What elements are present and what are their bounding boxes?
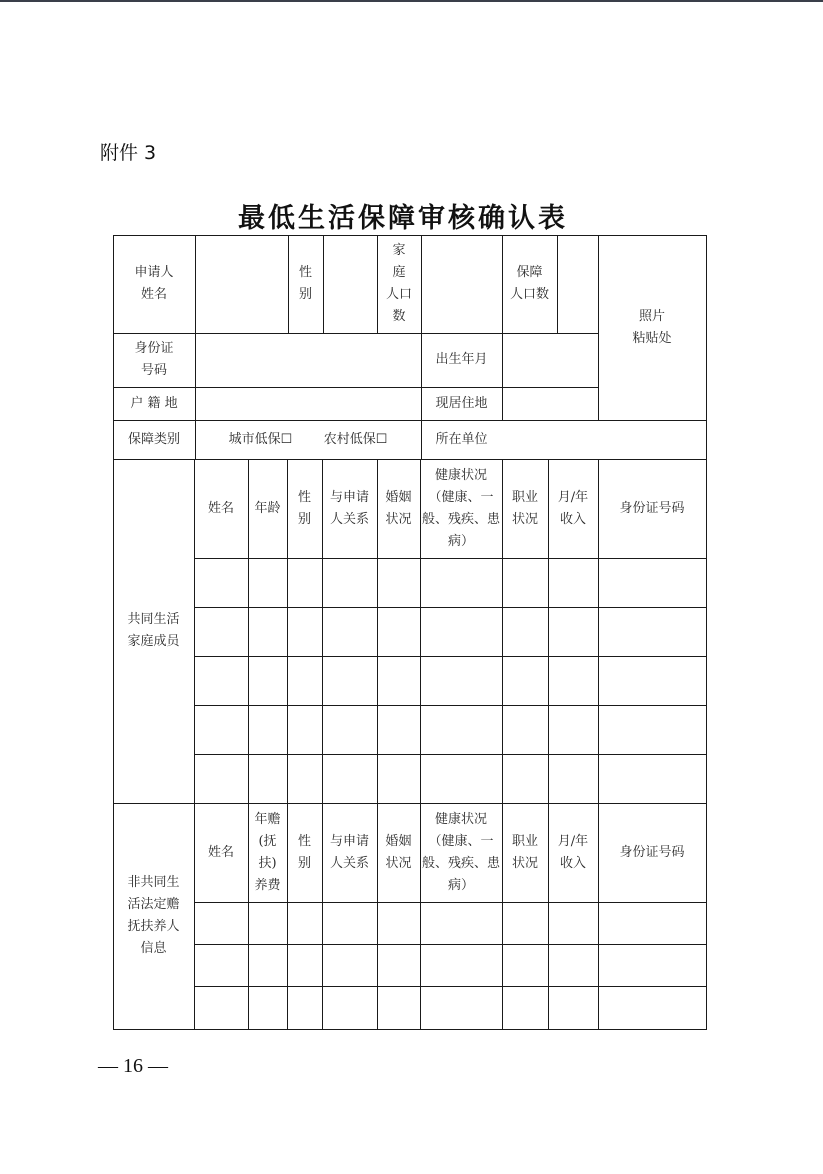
residence-field[interactable]	[502, 387, 598, 420]
household-size-label-line: 庭	[392, 265, 406, 280]
household-size-label-line: 数	[392, 309, 406, 324]
supporter-header-col-7	[502, 803, 548, 902]
household-header-col-3-text	[298, 487, 311, 531]
household-members-section-label-line: 家庭成员	[127, 634, 180, 649]
supporter-row-2-cell-5[interactable]	[377, 944, 420, 986]
household-member-row-4-cell-7[interactable]	[502, 705, 548, 754]
page-title: 最低生活保障审核确认表	[238, 203, 568, 234]
birth-date-label-line: 出生年月	[435, 352, 488, 367]
supporter-row-2-cell-7[interactable]	[502, 944, 548, 986]
household-header-col-6	[420, 459, 502, 558]
household-header-col-9-line: 身份证号码	[619, 500, 685, 516]
id-number-field[interactable]	[195, 333, 421, 387]
supporter-header-col-6	[420, 803, 502, 902]
supporter-header-col-3-line: 别	[297, 855, 311, 871]
household-member-row-1-cell-4[interactable]	[322, 558, 377, 607]
birth-date-label-text	[435, 349, 487, 371]
household-member-row-1-cell-3[interactable]	[287, 558, 322, 607]
household-member-row-4-cell-6[interactable]	[420, 705, 502, 754]
applicant-name-label-line: 申请人	[134, 265, 174, 280]
household-header-col-9	[598, 459, 706, 558]
household-header-col-1-line: 姓名	[207, 500, 234, 516]
household-member-row-1-cell-7[interactable]	[502, 558, 548, 607]
household-member-row-2-cell-4[interactable]	[322, 607, 377, 656]
supporter-header-col-4-line: 与申请	[329, 833, 369, 849]
supporter-header-col-5-line: 状况	[385, 855, 412, 871]
verification-form-table	[113, 235, 707, 1029]
household-header-col-9-text	[619, 498, 684, 520]
household-header-col-3-line: 别	[297, 511, 311, 527]
household-header-col-4-line: 人关系	[329, 511, 369, 527]
category-options	[195, 420, 421, 459]
birth-date-field[interactable]	[502, 333, 598, 387]
supporter-header-col-1-line: 姓名	[207, 844, 234, 860]
gender-label-line: 别	[298, 287, 312, 302]
household-member-row-5-cell-4[interactable]	[322, 754, 377, 803]
photo-placeholder-line: 照片	[638, 308, 665, 324]
household-header-col-2	[248, 459, 287, 558]
supporter-header-col-2	[248, 803, 287, 902]
supporter-row-3-cell-2[interactable]	[248, 986, 287, 1029]
supporter-row-2-cell-8[interactable]	[548, 944, 598, 986]
applicant-name-label-line: 姓名	[140, 287, 167, 302]
household-members-section-label	[113, 459, 194, 803]
household-member-row-2-cell-8[interactable]	[548, 607, 598, 656]
id-number-label-text	[134, 338, 173, 382]
household-member-row-2-cell-5[interactable]	[377, 607, 420, 656]
household-member-row-1-cell-1[interactable]	[194, 558, 248, 607]
supporter-header-col-7-text	[512, 831, 538, 875]
supporters-section-label	[113, 803, 194, 1029]
supporter-header-col-3	[287, 803, 322, 902]
supporter-row-1-cell-6[interactable]	[420, 902, 502, 944]
supporter-row-1-cell-1[interactable]	[194, 902, 248, 944]
household-member-row-1-cell-9[interactable]	[598, 558, 706, 607]
supporter-header-col-2-line: (抚	[258, 833, 277, 849]
household-header-col-2-text	[254, 498, 280, 520]
covered-persons-label	[502, 235, 557, 333]
residence-label-text	[435, 393, 487, 415]
household-header-col-4	[322, 459, 377, 558]
birth-date-label	[421, 333, 502, 387]
household-member-row-5-cell-8[interactable]	[548, 754, 598, 803]
household-header-col-8	[548, 459, 598, 558]
household-member-row-1-cell-8[interactable]	[548, 558, 598, 607]
category-urban-checkbox[interactable]: 城市低保☐	[228, 431, 293, 447]
supporter-row-3-cell-7[interactable]	[502, 986, 548, 1029]
supporter-header-col-2-text	[254, 809, 280, 897]
household-members-section-label-text	[127, 609, 179, 653]
household-member-row-3-cell-1[interactable]	[194, 656, 248, 705]
id-number-label-line: 号码	[140, 363, 167, 378]
household-header-col-7	[502, 459, 548, 558]
household-member-row-2-cell-7[interactable]	[502, 607, 548, 656]
household-member-row-1-cell-6[interactable]	[420, 558, 502, 607]
photo-placeholder	[598, 235, 706, 420]
covered-persons-field[interactable]	[557, 235, 598, 333]
supporter-header-col-6-line: 般、残疾、患	[422, 855, 501, 871]
household-header-col-6-line: 般、残疾、患	[422, 511, 501, 527]
hukou-label-line: 户 籍 地	[130, 395, 178, 411]
employer-label-text	[435, 429, 487, 451]
supporter-header-col-6-line: （健康、一	[428, 833, 494, 849]
category-label-line: 保障类别	[127, 431, 180, 447]
employer-field[interactable]	[502, 420, 706, 459]
id-number-label	[113, 333, 195, 387]
supporter-row-3-cell-3[interactable]	[287, 986, 322, 1029]
supporter-header-col-8-text	[558, 831, 588, 875]
page-number: — 16 —	[98, 1055, 168, 1077]
household-member-row-5-cell-6[interactable]	[420, 754, 502, 803]
household-member-row-3-cell-7[interactable]	[502, 656, 548, 705]
applicant-name-field[interactable]	[195, 235, 288, 333]
supporter-row-1-cell-5[interactable]	[377, 902, 420, 944]
household-member-row-3-cell-2[interactable]	[248, 656, 287, 705]
scan-top-edge	[0, 0, 823, 2]
household-member-row-4-cell-3[interactable]	[287, 705, 322, 754]
residence-label-line: 现居住地	[435, 395, 488, 411]
category-label-text	[128, 429, 180, 451]
applicant-name-label	[113, 235, 195, 333]
household-member-row-4-cell-5[interactable]	[377, 705, 420, 754]
supporter-row-2-cell-3[interactable]	[287, 944, 322, 986]
household-header-col-1-text	[208, 498, 234, 520]
supporter-row-3-cell-5[interactable]	[377, 986, 420, 1029]
household-header-col-7-line: 状况	[511, 511, 538, 527]
household-header-col-3	[287, 459, 322, 558]
attachment-label: 附件 3	[100, 142, 157, 164]
supporter-header-col-4-line: 人关系	[329, 855, 369, 871]
household-member-row-4-cell-4[interactable]	[322, 705, 377, 754]
household-member-row-2-cell-9[interactable]	[598, 607, 706, 656]
gender-field[interactable]	[323, 235, 377, 333]
supporter-header-col-6-line: 健康状况	[434, 811, 487, 827]
supporter-row-1-cell-9[interactable]	[598, 902, 706, 944]
household-members-section-label-line: 共同生活	[127, 612, 180, 627]
supporter-header-col-8-line: 收入	[559, 855, 586, 871]
supporter-header-col-3-line: 性	[297, 833, 311, 849]
supporters-section-label-line: 信息	[140, 941, 167, 956]
supporter-row-3-cell-6[interactable]	[420, 986, 502, 1029]
hukou-field[interactable]	[195, 387, 421, 420]
supporter-row-1-cell-8[interactable]	[548, 902, 598, 944]
supporter-header-col-5	[377, 803, 420, 902]
household-size-label-text	[386, 240, 412, 328]
household-size-field[interactable]	[421, 235, 502, 333]
supporter-header-col-7-line: 状况	[511, 855, 538, 871]
id-number-label-line: 身份证	[134, 341, 174, 356]
supporter-header-col-5-text	[385, 831, 411, 875]
household-header-col-5-text	[385, 487, 411, 531]
household-member-row-2-cell-1[interactable]	[194, 607, 248, 656]
household-header-col-4-text	[330, 487, 369, 531]
supporter-header-col-2-line: 年赡	[254, 811, 281, 827]
supporter-row-2-cell-9[interactable]	[598, 944, 706, 986]
household-header-col-6-line: 病）	[447, 533, 474, 549]
household-header-col-6-text	[422, 465, 500, 553]
supporter-header-col-5-line: 婚姻	[385, 833, 412, 849]
household-member-row-1-cell-5[interactable]	[377, 558, 420, 607]
household-member-row-3-cell-4[interactable]	[322, 656, 377, 705]
supporter-header-col-3-text	[298, 831, 311, 875]
supporter-row-2-cell-1[interactable]	[194, 944, 248, 986]
supporter-row-1-cell-4[interactable]	[322, 902, 377, 944]
supporter-header-col-4-text	[330, 831, 369, 875]
household-member-row-4-cell-2[interactable]	[248, 705, 287, 754]
household-header-col-5-line: 状况	[385, 511, 412, 527]
household-header-col-1	[194, 459, 248, 558]
supporter-header-col-9-line: 身份证号码	[619, 844, 685, 860]
household-header-col-8-text	[558, 487, 588, 531]
supporter-row-3-cell-4[interactable]	[322, 986, 377, 1029]
supporter-row-2-cell-2[interactable]	[248, 944, 287, 986]
supporter-row-1-cell-7[interactable]	[502, 902, 548, 944]
supporter-row-1-cell-3[interactable]	[287, 902, 322, 944]
household-header-col-3-line: 性	[297, 489, 311, 505]
supporter-header-col-6-line: 病）	[447, 877, 474, 893]
hukou-label-text	[130, 393, 177, 415]
household-size-label-line: 家	[392, 243, 406, 258]
covered-persons-label-line: 人口数	[509, 287, 549, 302]
household-member-row-5-cell-5[interactable]	[377, 754, 420, 803]
covered-persons-label-line: 保障	[516, 265, 543, 280]
household-member-row-2-cell-6[interactable]	[420, 607, 502, 656]
employer-label-line: 所在单位	[435, 431, 488, 447]
household-member-row-5-cell-7[interactable]	[502, 754, 548, 803]
household-member-row-4-cell-9[interactable]	[598, 705, 706, 754]
gender-label	[288, 235, 323, 333]
household-member-row-5-cell-1[interactable]	[194, 754, 248, 803]
household-member-row-3-cell-5[interactable]	[377, 656, 420, 705]
household-header-col-5	[377, 459, 420, 558]
household-member-row-2-cell-2[interactable]	[248, 607, 287, 656]
supporter-row-3-cell-1[interactable]	[194, 986, 248, 1029]
household-member-row-5-cell-9[interactable]	[598, 754, 706, 803]
household-member-row-3-cell-9[interactable]	[598, 656, 706, 705]
gender-label-line: 性	[298, 265, 312, 280]
supporter-header-col-8	[548, 803, 598, 902]
household-header-col-6-line: （健康、一	[428, 489, 494, 505]
supporters-section-label-line: 活法定赡	[127, 897, 180, 912]
supporter-header-col-6-text	[422, 809, 500, 897]
supporters-section-label-line: 抚扶养人	[127, 919, 180, 934]
supporter-header-col-9-text	[619, 842, 684, 864]
household-member-row-2-cell-3[interactable]	[287, 607, 322, 656]
household-size-label-line: 人口	[385, 287, 412, 302]
supporter-header-col-1-text	[208, 842, 234, 864]
gender-label-text	[299, 262, 312, 306]
household-member-row-4-cell-1[interactable]	[194, 705, 248, 754]
household-member-row-5-cell-3[interactable]	[287, 754, 322, 803]
supporter-header-col-9	[598, 803, 706, 902]
household-header-col-2-line: 年龄	[254, 500, 281, 516]
supporter-row-3-cell-8[interactable]	[548, 986, 598, 1029]
applicant-name-label-text	[134, 262, 173, 306]
supporter-header-col-7-line: 职业	[511, 833, 538, 849]
residence-label	[421, 387, 502, 420]
table-border-bottom	[113, 1029, 707, 1030]
supporter-row-2-cell-4[interactable]	[322, 944, 377, 986]
photo-placeholder-text	[632, 306, 671, 350]
supporter-row-2-cell-6[interactable]	[420, 944, 502, 986]
table-border-right	[706, 235, 707, 1030]
household-member-row-3-cell-8[interactable]	[548, 656, 598, 705]
household-header-col-5-line: 婚姻	[385, 489, 412, 505]
covered-persons-label-text	[510, 262, 549, 306]
household-member-row-1-cell-2[interactable]	[248, 558, 287, 607]
household-header-col-7-text	[512, 487, 538, 531]
category-label	[113, 420, 195, 459]
supporter-header-col-2-line: 扶)	[258, 855, 277, 871]
photo-placeholder-line: 粘贴处	[632, 330, 672, 346]
supporter-header-col-2-line: 养费	[254, 877, 281, 893]
household-member-row-3-cell-3[interactable]	[287, 656, 322, 705]
household-header-col-4-line: 与申请	[329, 489, 369, 505]
household-header-col-8-line: 月/年	[557, 489, 589, 505]
supporter-row-1-cell-2[interactable]	[248, 902, 287, 944]
household-member-row-3-cell-6[interactable]	[420, 656, 502, 705]
hukou-label	[113, 387, 195, 420]
supporter-row-3-cell-9[interactable]	[598, 986, 706, 1029]
employer-label	[421, 420, 502, 459]
supporters-section-label-text	[127, 872, 179, 960]
category-rural-checkbox[interactable]: 农村低保☐	[323, 431, 388, 447]
household-header-col-6-line: 健康状况	[434, 467, 487, 483]
household-header-col-7-line: 职业	[511, 489, 538, 505]
household-header-col-8-line: 收入	[559, 511, 586, 527]
supporter-header-col-4	[322, 803, 377, 902]
household-size-label	[377, 235, 421, 333]
supporter-header-col-1	[194, 803, 248, 902]
household-member-row-4-cell-8[interactable]	[548, 705, 598, 754]
supporters-section-label-line: 非共同生	[127, 875, 180, 890]
supporter-header-col-8-line: 月/年	[557, 833, 589, 849]
household-member-row-5-cell-2[interactable]	[248, 754, 287, 803]
